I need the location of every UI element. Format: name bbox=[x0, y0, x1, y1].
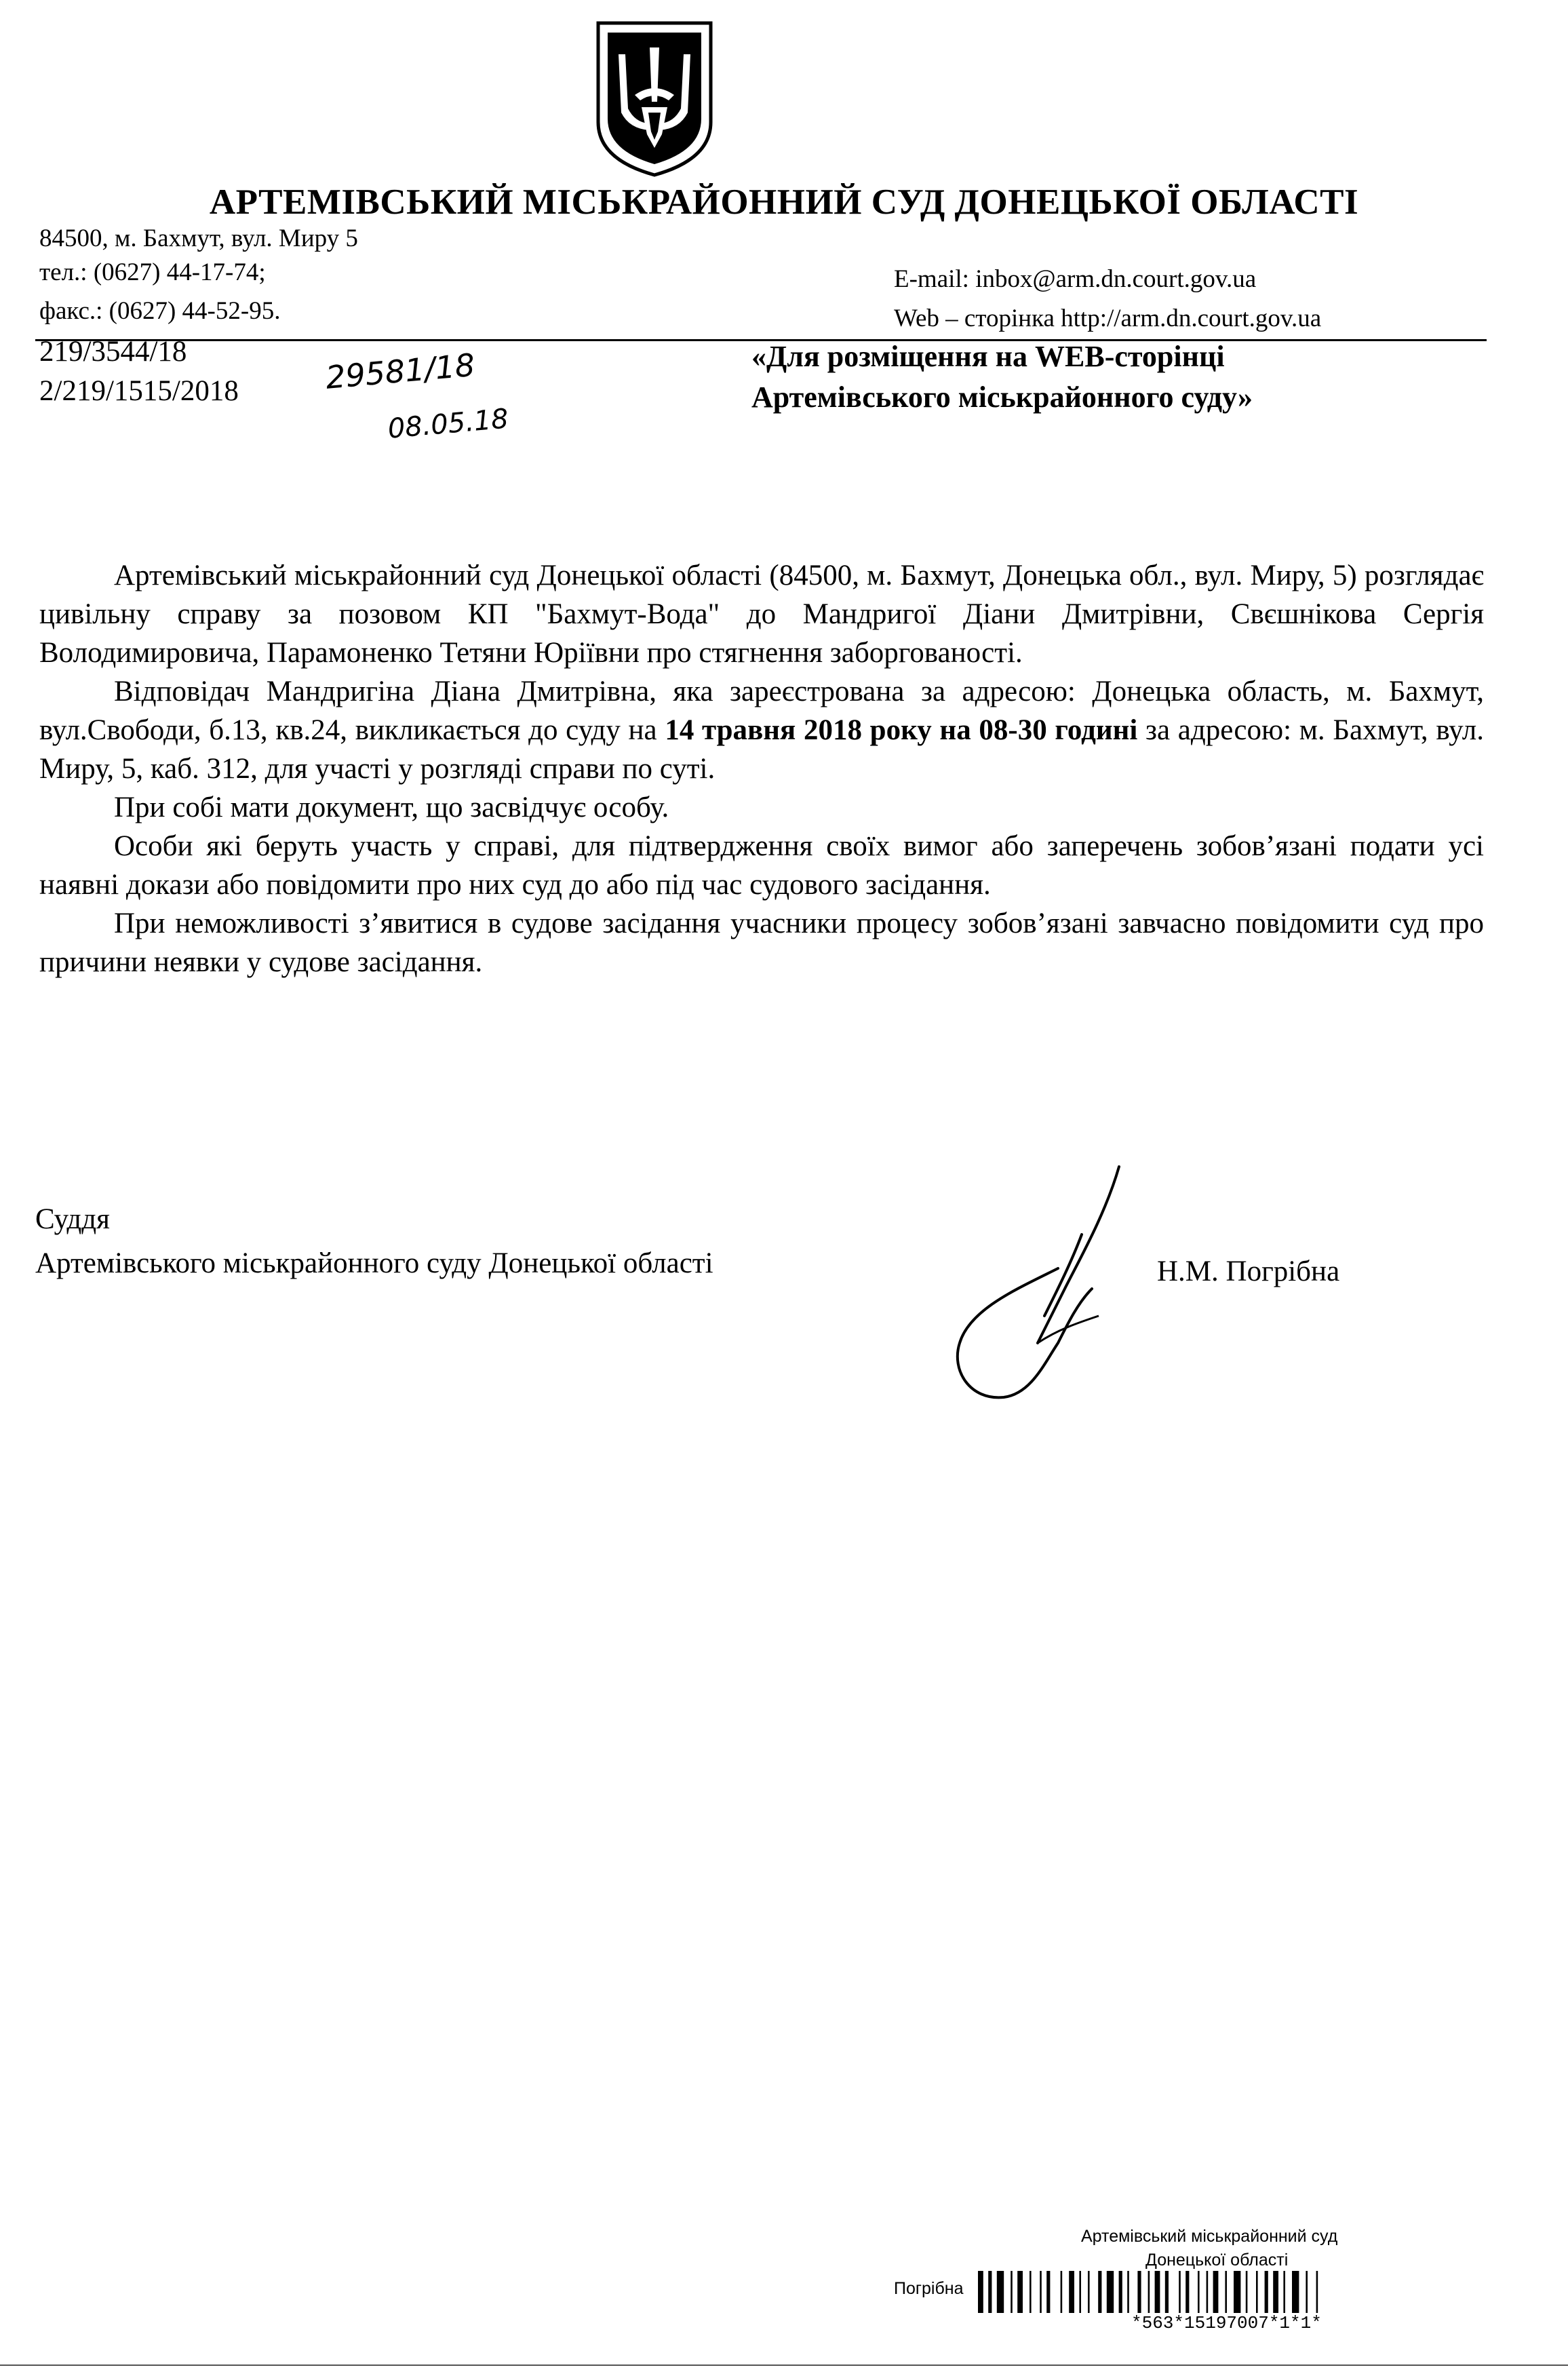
case-number-2: 2/219/1515/2018 bbox=[39, 375, 239, 407]
barcode-bar bbox=[988, 2271, 992, 2313]
barcode-bar bbox=[1316, 2271, 1318, 2313]
coat-of-arms-icon bbox=[594, 20, 715, 178]
barcode-icon bbox=[978, 2271, 1472, 2313]
barcode-number: *563*15197007*1*1* bbox=[1131, 2313, 1322, 2333]
barcode-bar bbox=[1040, 2271, 1042, 2313]
barcode-bar bbox=[1119, 2271, 1122, 2313]
barcode-bar bbox=[1061, 2271, 1063, 2313]
stamp-court-name: Артемівський міськрайонний суд bbox=[1081, 2227, 1338, 2246]
summons-text-part-2: за адресою: м. Бахмут, вул. Миру, 5, каб. 312, для участі у розгляді справи по суті. bbox=[39, 714, 1484, 785]
document-body bbox=[39, 556, 1484, 981]
barcode-bar bbox=[1079, 2271, 1081, 2313]
barcode-bar bbox=[1107, 2271, 1114, 2313]
court-email: E-mail: inbox@arm.dn.court.gov.ua bbox=[894, 265, 1257, 293]
stamp-judge-name: Погрібна bbox=[894, 2279, 964, 2298]
barcode-bar bbox=[1198, 2271, 1200, 2313]
paragraph-summons bbox=[39, 672, 1484, 788]
paragraph-absence: При неможливості з’явитися в судове засідання учасники процесу зобов’язані завчасно повідомити суд про причини неявки у судове засідання. bbox=[39, 908, 1484, 978]
judge-name: Н.М. Погрібна bbox=[1157, 1256, 1340, 1287]
handwritten-registration-number: 29581/18 bbox=[324, 346, 477, 396]
judge-court: Артемівського міськрайонного суду Донецької області bbox=[35, 1247, 713, 1279]
barcode-bar bbox=[1017, 2271, 1023, 2313]
case-number-1: 219/3544/18 bbox=[39, 336, 187, 368]
barcode-bar bbox=[1179, 2271, 1181, 2313]
barcode-bar bbox=[997, 2271, 1004, 2313]
page-bottom-edge bbox=[0, 2365, 1568, 2366]
court-website: Web – сторінка http://arm.dn.court.gov.ua bbox=[894, 305, 1322, 332]
court-address: 84500, м. Бахмут, вул. Миру 5 bbox=[39, 225, 358, 252]
barcode-bar bbox=[1265, 2271, 1268, 2313]
barcode-bar bbox=[1030, 2271, 1032, 2313]
stamp-region: Донецької області bbox=[1145, 2251, 1289, 2270]
barcode-bar bbox=[1246, 2271, 1248, 2313]
judge-signature bbox=[943, 1160, 1146, 1411]
paragraph-id-requirement: При собі мати документ, що засвідчує особу. bbox=[114, 792, 669, 823]
barcode-bar bbox=[1292, 2271, 1299, 2313]
barcode-bar bbox=[978, 2271, 983, 2313]
barcode-bar bbox=[1069, 2271, 1074, 2313]
hearing-date-time: 14 травня 2018 року на 08-30 годині bbox=[665, 714, 1138, 746]
summons-text-part-1: Відповідач Мандригіна Діана Дмитрівна, яка зареєстрована за адресою: Донецька область, м. Бахмут, вул.Свободи, б.13, кв.24, викликається до суду на bbox=[39, 676, 1484, 746]
barcode-bar bbox=[1155, 2271, 1160, 2313]
paragraph-case-description: Артемівський міськрайонний суд Донецької області (84500, м. Бахмут, Донецька обл., вул. Миру, 5) розглядає цивільну справу за позовом КП "Бахмут-Вода" до Мандригої Діани Дмитрівни, Свєшнікова Сергія Володимировича, Парамоненко Тетяни Юріївни про стягнення заборгованості. bbox=[39, 560, 1484, 669]
barcode-bar bbox=[1256, 2271, 1258, 2313]
barcode-bar bbox=[1234, 2271, 1240, 2313]
barcode-bar bbox=[1185, 2271, 1189, 2313]
court-phone: тел.: (0627) 44-17-74; bbox=[39, 258, 266, 286]
publication-note-line-2: Артемівського міськрайонного суду» bbox=[751, 381, 1253, 414]
barcode-bar bbox=[1207, 2271, 1209, 2313]
judge-title: Суддя bbox=[35, 1203, 110, 1235]
publication-note-line-1: «Для розміщення на WEB-сторінці bbox=[751, 340, 1225, 373]
court-fax: факс.: (0627) 44-52-95. bbox=[39, 297, 281, 325]
barcode-bar bbox=[1225, 2271, 1227, 2313]
barcode-bar bbox=[1148, 2271, 1150, 2313]
barcode-bar bbox=[1088, 2271, 1090, 2313]
barcode-bar bbox=[1273, 2271, 1278, 2313]
barcode-bar bbox=[1127, 2271, 1129, 2313]
barcode-bar bbox=[1137, 2271, 1141, 2313]
court-title: АРТЕМІВСЬКИЙ МІСЬКРАЙОННИЙ СУД ДОНЕЦЬКОЇ ОБЛАСТІ bbox=[209, 182, 1359, 222]
barcode-bar bbox=[1306, 2271, 1308, 2313]
barcode-bar bbox=[1046, 2271, 1050, 2313]
handwritten-date: 08.05.18 bbox=[387, 403, 510, 445]
barcode-bar bbox=[1011, 2271, 1013, 2313]
barcode-bar bbox=[1213, 2271, 1219, 2313]
barcode-bar bbox=[1165, 2271, 1169, 2313]
paragraph-evidence: Особи які беруть участь у справі, для підтвердження своїх вимог або заперечень зобов’язані подати усі наявні докази або повідомити про них суд до або під час судового засідання. bbox=[39, 830, 1484, 901]
barcode-bar bbox=[1098, 2271, 1101, 2313]
barcode-bar bbox=[1283, 2271, 1285, 2313]
